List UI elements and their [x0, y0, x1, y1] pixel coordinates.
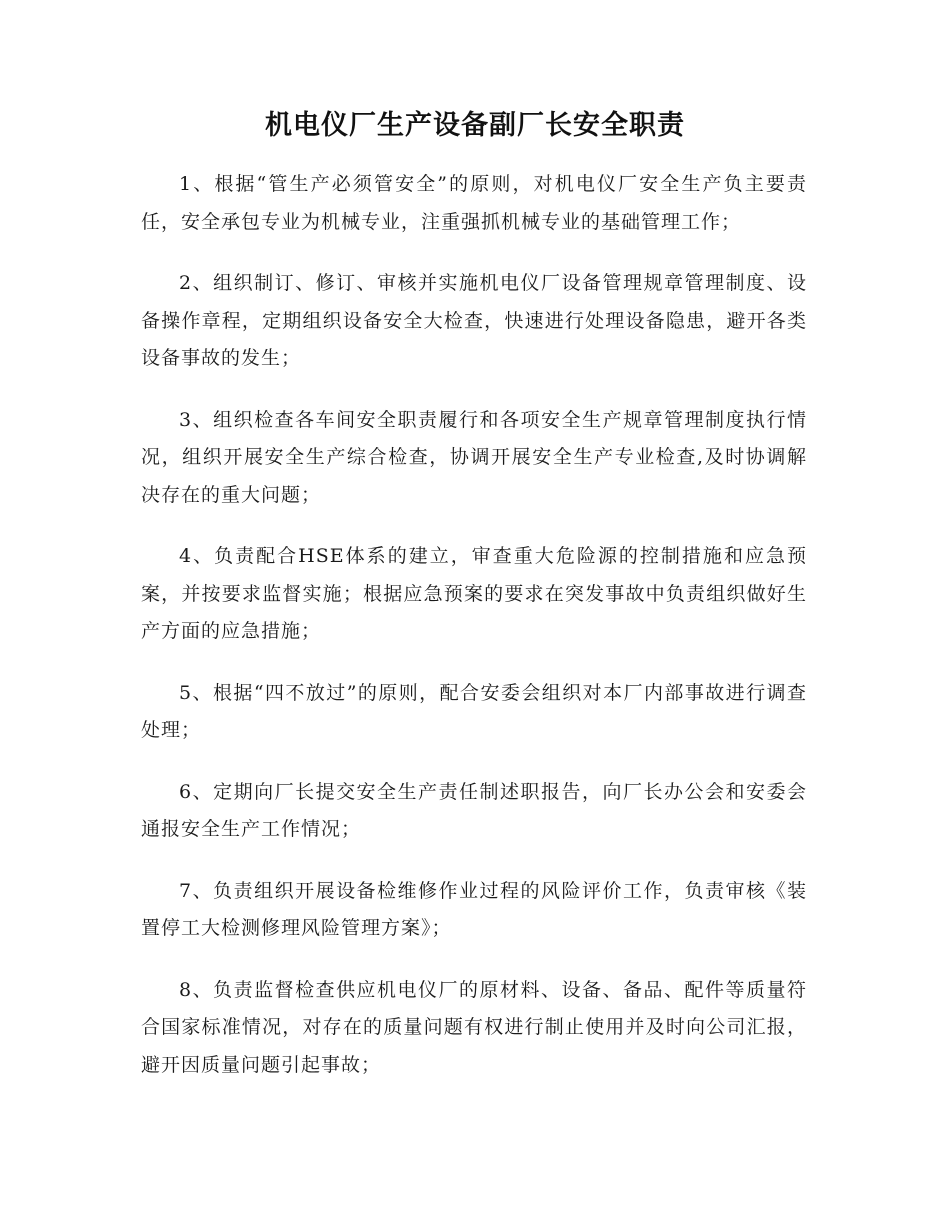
document-title: 机电仪厂生产设备副厂长安全职责 — [265, 110, 685, 141]
document-body — [141, 166, 807, 1108]
paragraph-5: 5、根据“四不放过”的原则，配合安委会组织对本厂内部事故进行调查处理； — [141, 681, 807, 741]
paragraph-4: 4、负责配合HSE体系的建立，审查重大危险源的控制措施和应急预案，并按要求监督实施；根据应急预案的要求在突发事故中负责组织做好生产方面的应急措施； — [141, 545, 807, 642]
paragraph-2: 2、组织制订、修订、审核并实施机电仪厂设备管理规章管理制度、设备操作章程，定期组织设备安全大检查，快速进行处理设备隐患，避开各类设备事故的发生； — [141, 272, 807, 369]
paragraph-6: 6、定期向厂长提交安全生产责任制述职报告，向厂长办公会和安委会通报安全生产工作情况； — [141, 780, 807, 840]
paragraph-8: 8、负责监督检查供应机电仪厂的原材料、设备、备品、配件等质量符合国家标准情况，对存在的质量问题有权进行制止使用并及时向公司汇报，避开因质量问题引起事故； — [141, 978, 807, 1076]
paragraph-7: 7、负责组织开展设备检维修作业过程的风险评价工作，负责审核《装置停工大检测修理风险管理方案》； — [141, 879, 807, 939]
paragraph-3: 3、组织检查各车间安全职责履行和各项安全生产规章管理制度执行情况，组织开展安全生产综合检查，协调开展安全生产专业检查,及时协调解决存在的重大问题； — [141, 408, 807, 506]
paragraph-1: 1、根据“管生产必须管安全”的原则，对机电仪厂安全生产负主要责任，安全承包专业为机械专业，注重强抓机械专业的基础管理工作； — [141, 173, 807, 233]
